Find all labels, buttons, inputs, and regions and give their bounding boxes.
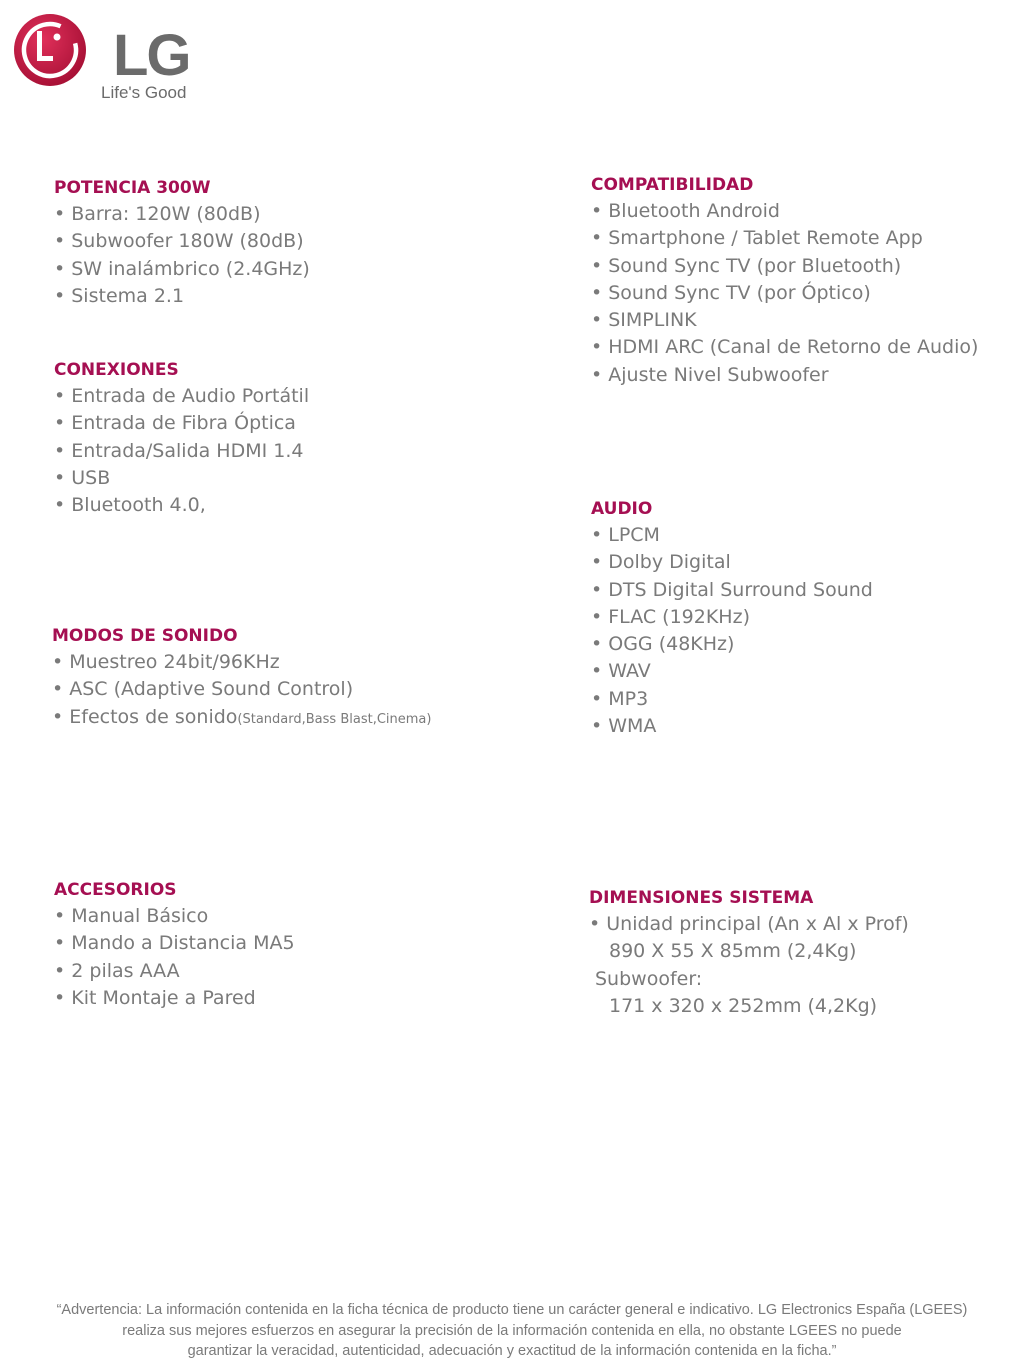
spec-item: • Sistema 2.1 <box>54 283 310 310</box>
spec-list <box>591 198 978 389</box>
spec-item-effects <box>52 704 431 733</box>
subwoofer-label: Subwoofer: <box>595 967 703 990</box>
section-title: MODOS DE SONIDO <box>52 626 238 646</box>
section-title: POTENCIA 300W <box>54 178 211 198</box>
spec-item: • Kit Montaje a Pared <box>54 985 295 1012</box>
spec-item: • Sound Sync TV (por Bluetooth) <box>591 253 978 280</box>
spec-item: • WAV <box>591 658 873 685</box>
spec-item: • Smartphone / Tablet Remote App <box>591 225 978 252</box>
section-potencia <box>54 177 310 310</box>
spec-list <box>54 383 309 519</box>
spec-item: • Unidad principal (An x Al x Prof) <box>589 911 909 938</box>
spec-item: • Entrada/Salida HDMI 1.4 <box>54 438 309 465</box>
disclaimer <box>20 1300 1004 1362</box>
spec-item: • Barra: 120W (80dB) <box>54 201 310 228</box>
section-title: AUDIO <box>591 499 653 519</box>
spec-item: • Bluetooth Android <box>591 198 978 225</box>
spec-item: • Subwoofer 180W (80dB) <box>54 228 310 255</box>
effects-detail: (Standard,Bass Blast,Cinema) <box>237 711 432 727</box>
section-conexiones <box>54 359 309 519</box>
spec-item: • Dolby Digital <box>591 549 873 576</box>
disclaimer-line: “Advertencia: La información contenida en la ficha técnica de producto tiene un carácter general e indicativo. LG Electronics España (LGEES) <box>56 1302 968 1318</box>
spec-list <box>52 649 431 733</box>
main-unit-size: 890 X 55 X 85mm (2,4Kg) <box>609 940 857 963</box>
spec-item: • Ajuste Nivel Subwoofer <box>591 362 978 389</box>
section-title: DIMENSIONES SISTEMA <box>589 888 814 908</box>
spec-item: • HDMI ARC (Canal de Retorno de Audio) <box>591 334 978 361</box>
spec-item: • OGG (48KHz) <box>591 631 873 658</box>
spec-list <box>54 201 310 310</box>
subwoofer-size: 171 x 320 x 252mm (4,2Kg) <box>609 994 878 1017</box>
spec-item: • DTS Digital Surround Sound <box>591 577 873 604</box>
spec-item: • ASC (Adaptive Sound Control) <box>52 676 431 703</box>
section-title: COMPATIBILIDAD <box>591 175 754 195</box>
spec-list <box>589 911 909 938</box>
spec-list <box>591 522 873 740</box>
spec-list <box>54 903 295 1012</box>
spec-item: • SIMPLINK <box>591 307 978 334</box>
spec-item: • 2 pilas AAA <box>54 958 295 985</box>
spec-item: • MP3 <box>591 686 873 713</box>
section-audio <box>591 498 873 740</box>
section-title: ACCESORIOS <box>54 880 177 900</box>
section-accesorios <box>54 879 295 1012</box>
spec-item: • Entrada de Audio Portátil <box>54 383 309 410</box>
lg-face-icon <box>13 13 87 87</box>
spec-item: • LPCM <box>591 522 873 549</box>
section-dimensiones <box>589 887 909 1020</box>
spec-item: • WMA <box>591 713 873 740</box>
spec-item: • Muestreo 24bit/96KHz <box>52 649 431 676</box>
disclaimer-line: realiza sus mejores esfuerzos en asegurar la precisión de la información contenida en ella, no obstante LGEES no puede <box>122 1322 902 1339</box>
spec-item: • Bluetooth 4.0, <box>54 492 309 519</box>
spec-item: • Mando a Distancia MA5 <box>54 930 295 957</box>
spec-item: • Manual Básico <box>54 903 295 930</box>
brand-name: LG <box>113 23 190 88</box>
spec-item: • FLAC (192KHz) <box>591 604 873 631</box>
disclaimer-line: garantizar la veracidad, autenticidad, adecuación y exactitud de la información contenida en la ficha.” <box>187 1343 837 1359</box>
brand-tagline: Life's Good <box>101 83 187 102</box>
spec-item: • Entrada de Fibra Óptica <box>54 410 309 437</box>
spec-item: • USB <box>54 465 309 492</box>
effects-label: Efectos de sonido <box>69 705 238 728</box>
spec-item: • Sound Sync TV (por Óptico) <box>591 280 978 307</box>
section-modos-sonido <box>52 625 431 733</box>
section-title: CONEXIONES <box>54 360 179 380</box>
section-compatibilidad <box>591 174 978 389</box>
spec-item: • SW inalámbrico (2.4GHz) <box>54 256 310 283</box>
lg-logo <box>13 13 203 108</box>
